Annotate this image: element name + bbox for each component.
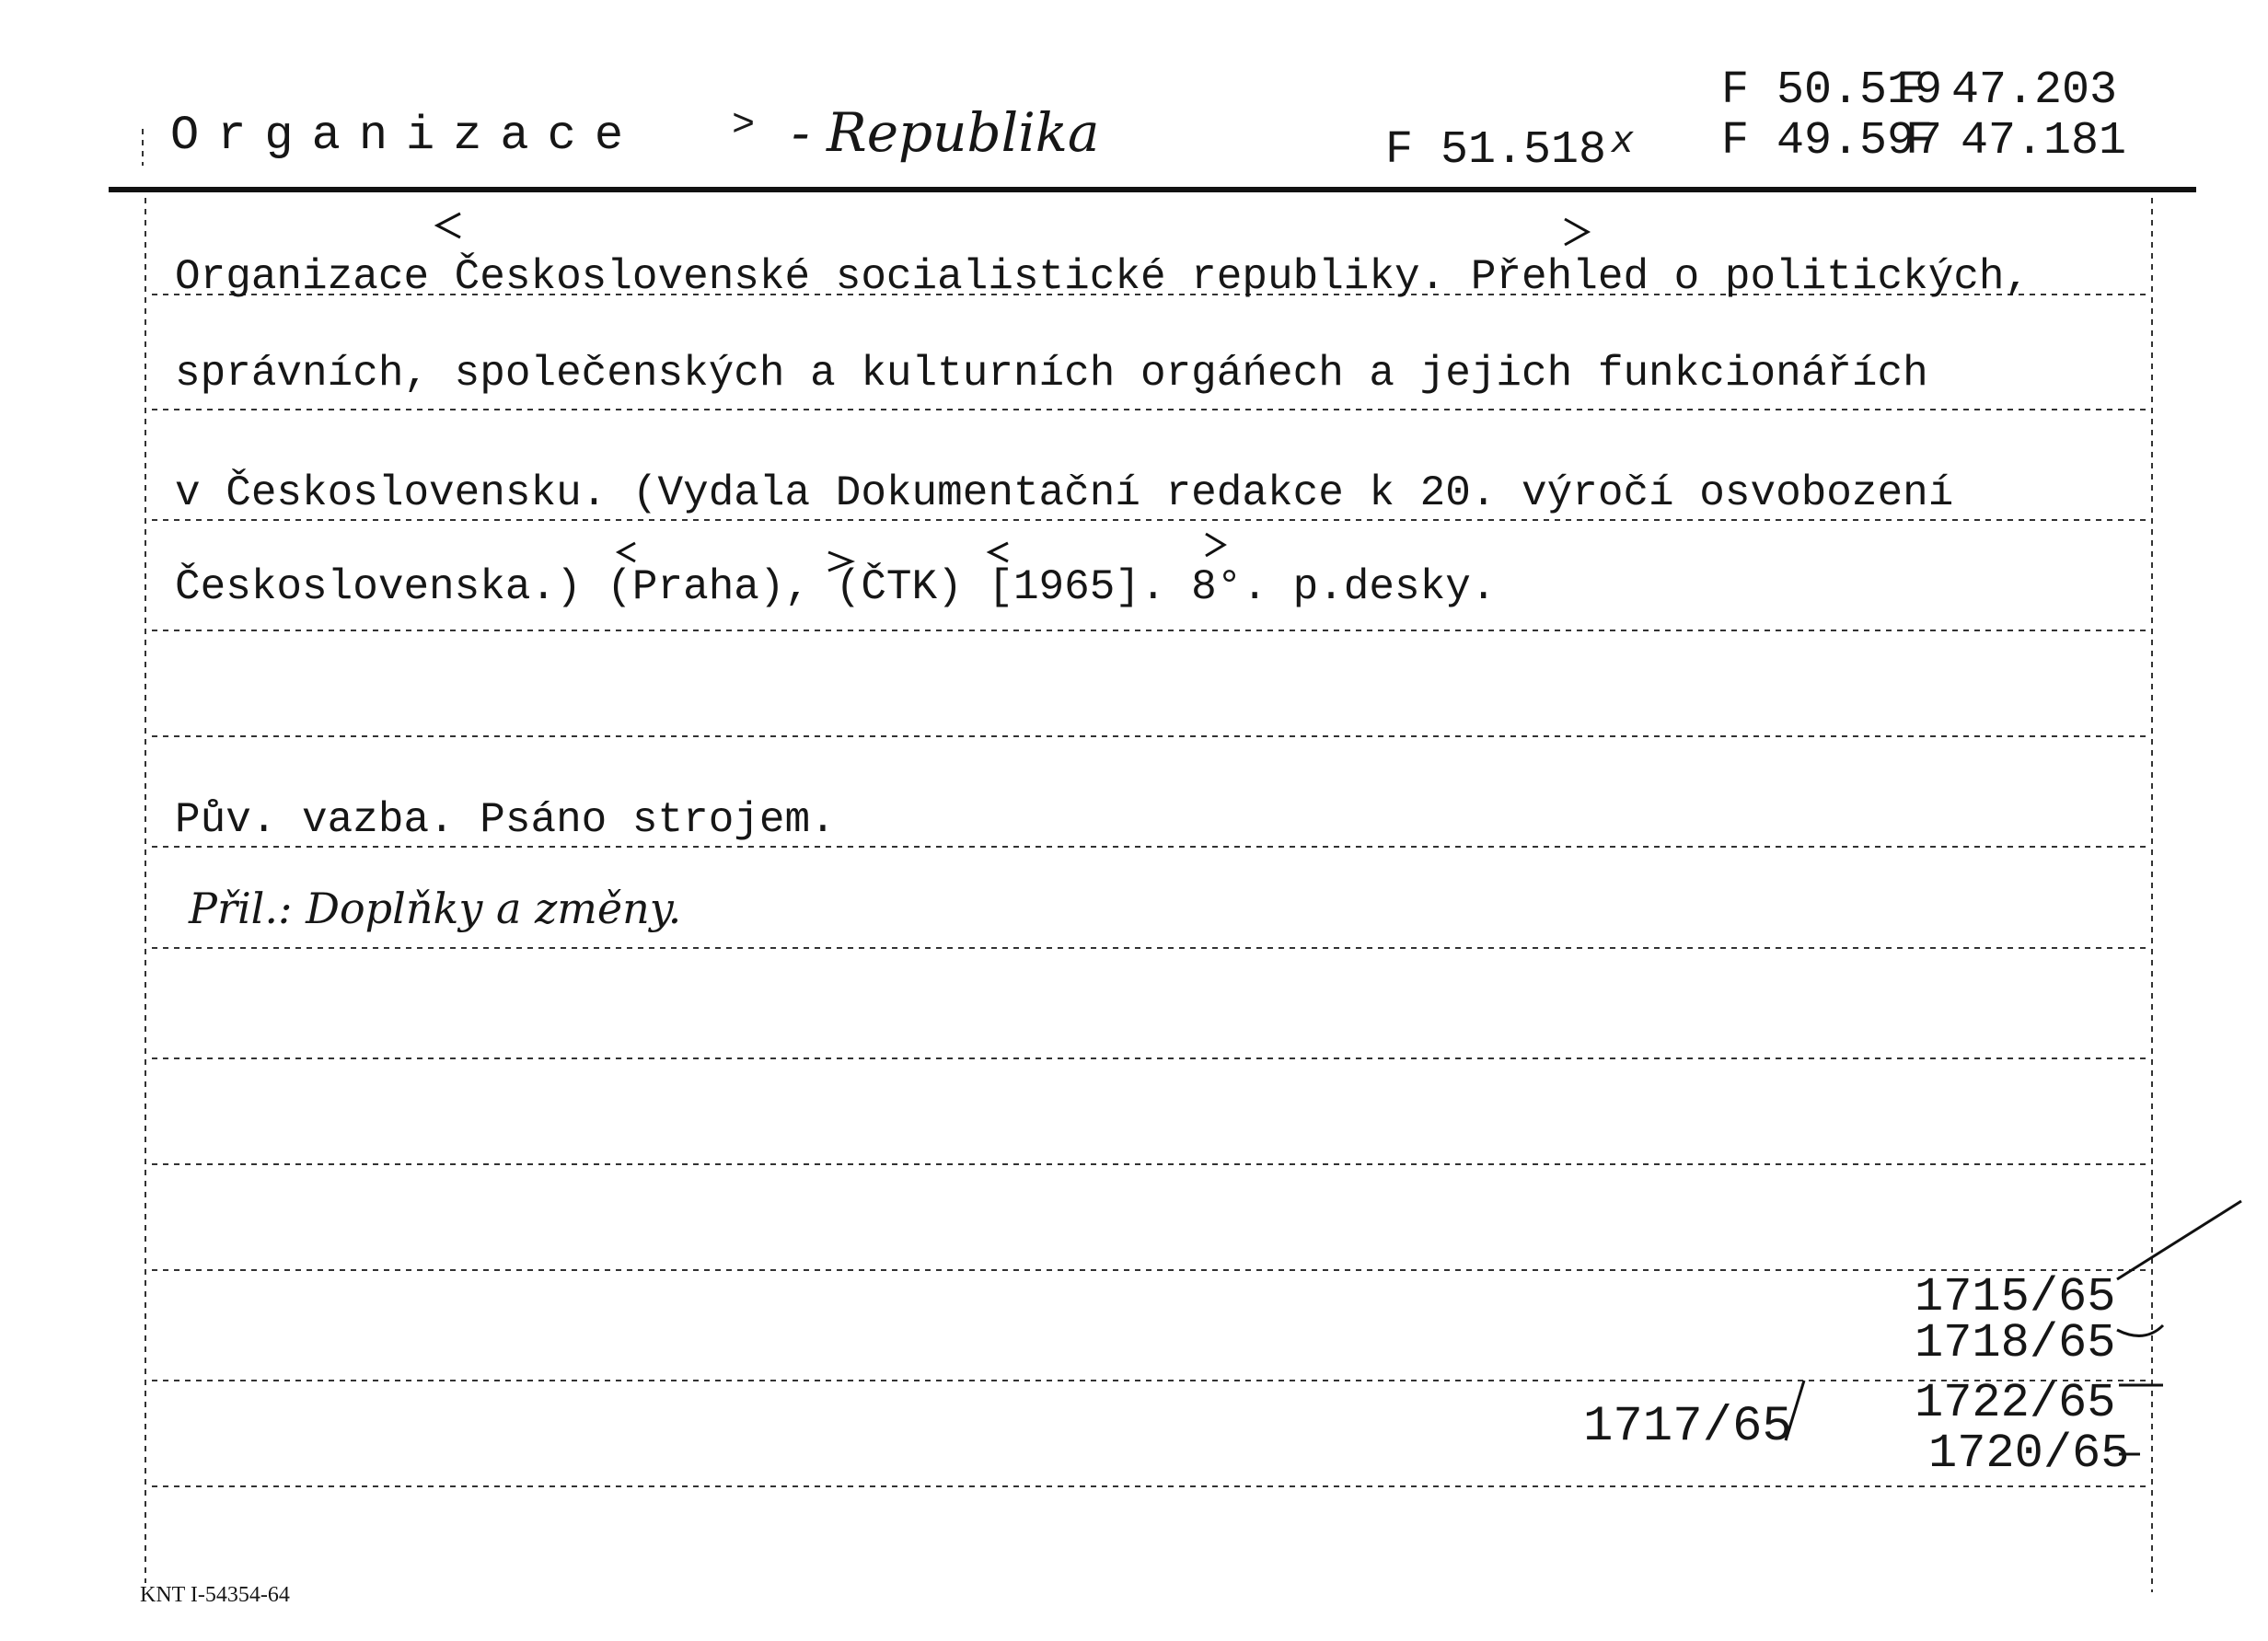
shelf-signature: F 50.519 (1721, 64, 1943, 117)
accession-number-left: 1717/65 (1583, 1399, 1792, 1455)
handwritten-subject: - Republika (792, 101, 1100, 164)
shelf-signature: F 47.181 (1905, 115, 2127, 168)
typed-note: Pův. vazba. Psáno strojem. (175, 796, 836, 844)
card-heading: Organizace (170, 109, 642, 163)
heading-rule (109, 187, 2196, 192)
entry-line: správních, společenských a kulturních orgáńech a jejich funkcionářích (175, 350, 1928, 398)
entry-line: Organizace Československé socialistické republiky. Přehled o politických, (175, 253, 2031, 301)
heading-mark: > (732, 103, 756, 147)
accession-number: 1722/65 (1915, 1376, 2116, 1430)
entry-line: v Československu. (Vydala Dokumentační redakce k 20. výročí osvobození (175, 469, 1954, 517)
accession-number: 1715/65 (1915, 1270, 2116, 1324)
check-mark: x (1611, 120, 1635, 164)
entry-line: Československa.) (Praha), (ČTK) [1965]. 8°. p.desky. (175, 563, 1497, 611)
accession-number: 1720/65 (1928, 1427, 2130, 1481)
accession-number: 1718/65 (1915, 1316, 2116, 1370)
handwritten-note: Přil.: Doplňky a změny. (189, 884, 682, 933)
shelf-signature: F 49.597 (1721, 115, 1943, 168)
printer-note: KNT I-54354-64 (140, 1583, 290, 1607)
shelf-signature-main: F 51.518 (1385, 124, 1607, 177)
shelf-signature: F 47.203 (1896, 64, 2118, 117)
